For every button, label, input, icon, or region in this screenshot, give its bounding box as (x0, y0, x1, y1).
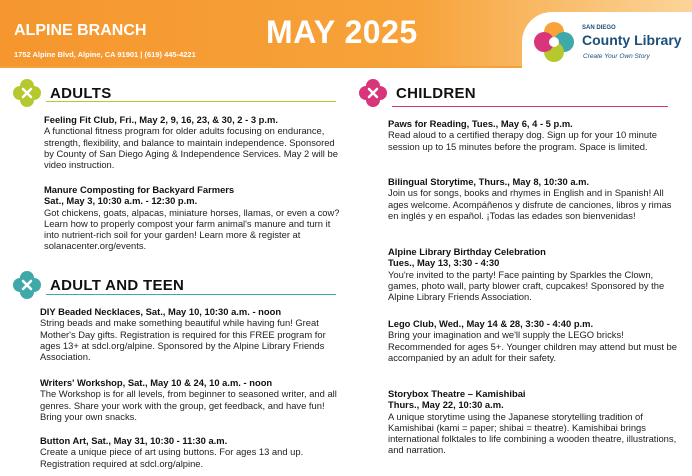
event-date: Thurs., May 22, 10:30 a.m. (388, 399, 504, 411)
event-title: Manure Composting for Backyard Farmers (44, 184, 235, 195)
event-description: Join us for songs, books and rhymes in English and in Spanish! All ages welcome. Acompáñenos y disfrute de canciones, libros y rimas en inglés y en español. ¡Todas las edades son bienvenidas! (388, 187, 672, 221)
event-description: Create a unique piece of art using buttons. For ages 13 and up. Registration required at sdcl.org/alpine. (40, 446, 304, 469)
event-item (388, 118, 678, 152)
section-adults-header (12, 78, 112, 108)
section-title: ADULT AND TEEN (50, 276, 185, 294)
event-item (40, 377, 340, 422)
event-item (388, 176, 680, 221)
section-title: ADULTS (50, 84, 112, 102)
section-children-header (358, 78, 476, 108)
logo-small-text: SAN DIEGO (582, 25, 616, 31)
event-description: A unique storytime using the Japanese storytelling tradition of Kamishibai (kami = paper; shibai = theatre). Kamishibai brings international folktales to life combining a wooden theatre, illustrations, and narration. (388, 410, 677, 456)
event-description: String beads and make something beautiful while having fun! Great Mother's Day gifts. Registration is required for this FREE program for ages 13+ at sdcl.org/alpine. Sponsored by the Alpine Library Friends Association. (40, 317, 326, 363)
event-title: Paws for Reading, Tues., May 6, 4 - 5 p.m. (388, 118, 573, 129)
event-title: DIY Beaded Necklaces, Sat., May 10, 10:30 a.m. - noon (40, 306, 282, 317)
event-title: Feeling Fit Club, Fri., May 2, 9, 16, 23, & 30, 2 - 3 p.m. (44, 114, 278, 125)
event-title: Button Art, Sat., May 31, 10:30 - 11:30 a.m. (40, 435, 228, 446)
month-title: MAY 2025 (266, 14, 418, 50)
event-description: Read aloud to a certified therapy dog. Sign up for your 10 minute session up to 15 minutes before the program. Space is limited. (388, 129, 657, 152)
event-description: A functional fitness program for older adults focusing on endurance, strength, flexibility, and balance to maintain independence. Sponsored by County of San Diego Aging & Independence Services. May 2 will be video instruction. (44, 125, 338, 171)
logo-main-text: County Library (582, 32, 682, 48)
event-title: Bilingual Storytime, Thurs., May 8, 10:30 a.m. (388, 176, 590, 187)
event-date: Sat., May 3, 10:30 a.m. - 12:30 p.m. (44, 195, 198, 207)
section-rule (392, 106, 668, 107)
event-item (388, 318, 678, 363)
event-item (40, 435, 340, 469)
event-title: Storybox Theatre – Kamishibai (388, 388, 526, 399)
flower-badge-icon (12, 270, 42, 300)
event-title: Alpine Library Birthday Celebration (388, 246, 546, 257)
event-item (388, 388, 680, 456)
event-date: Tues., May 13, 3:30 - 4:30 (388, 257, 500, 269)
flower-badge-icon (358, 78, 388, 108)
logo-tagline: Create Your Own Story (583, 53, 650, 60)
event-item (44, 184, 340, 252)
event-description: The Workshop is for all levels, from beginner to seasoned writer, and all genres. Share your work with the group, get feedback, and have fun! Bring your own snacks. (40, 388, 337, 422)
event-description: Bring your imagination and we'll supply the LEGO bricks! Recommended for ages 5+. Younger children may attend but must be accompanied by an adult for their safety. (388, 329, 677, 363)
section-rule (46, 101, 336, 102)
event-item (40, 306, 340, 362)
event-description: Got chickens, goats, alpacas, miniature horses, llamas, or even a cow? Learn how to properly compost your farm animal's manure and turn it into nutrient-rich soil for your garden! Learn more & register at solanacenter.org/events. (44, 206, 340, 252)
section-adult-teen-header (12, 270, 184, 300)
county-library-logo-icon (532, 20, 576, 64)
branch-name: ALPINE BRANCH (14, 22, 147, 39)
flower-badge-icon (12, 78, 42, 108)
section-rule (46, 294, 336, 295)
event-item (44, 114, 340, 170)
event-title: Lego Club, Wed., May 14 & 28, 3:30 - 4:40 p.m. (388, 318, 594, 329)
branch-address: 1752 Alpine Blvd, Alpine, CA 91901 | (619) 445-4221 (14, 50, 196, 59)
event-description: You're invited to the party! Face painting by Sparkles the Clown, games, photo wall, party blower craft, cupcakes! Sponsored by the Alpine Library Friends Association. (388, 268, 665, 303)
event-title: Writers' Workshop, Sat., May 10 & 24, 10 a.m. - noon (40, 377, 273, 388)
section-title: CHILDREN (396, 84, 476, 102)
event-item (388, 246, 678, 302)
